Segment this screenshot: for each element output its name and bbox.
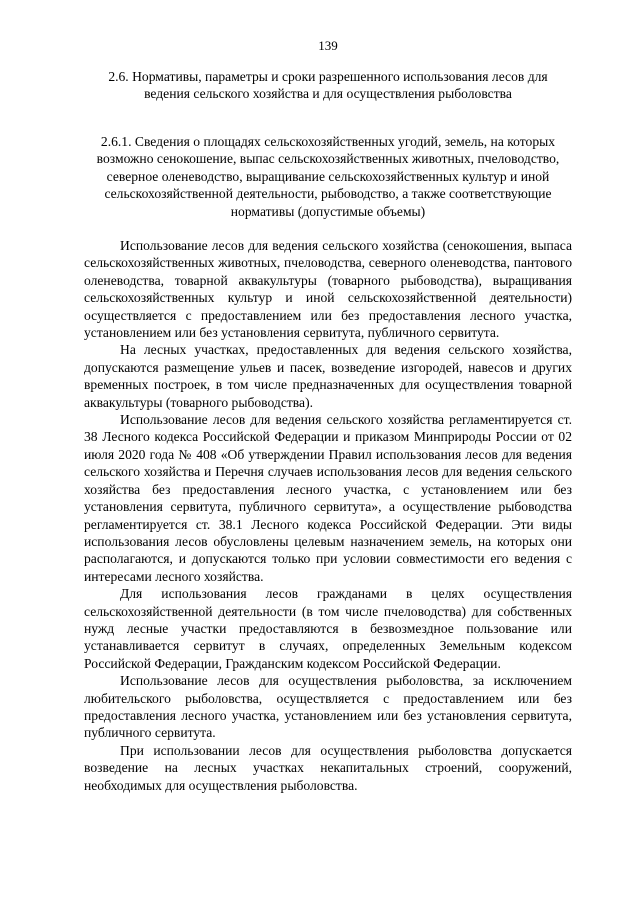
paragraph: Использование лесов для ведения сельского хозяйства регламентируется ст. 38 Лесного кодекса Российской Федерации и приказом Минприроды России от 02 июля 2020 года № 408 «Об утверждении Правил использования лесов для ведения сельского хозяйства и Перечня случаев использования лесов для ведения сельского хозяйства без предоставления лесного участка, с установлением или без установления сервитута, публичного сервитута», а осуществление рыбоводства регламентируется ст. 38.1 Лесного кодекса Российской Федерации. Эти виды использования лесов обусловлены целевым назначением земель, на которых они располагаются, и допускаются только при условии совместимости его ведения с интересами лесного хозяйства.: [84, 412, 572, 584]
paragraph: При использовании лесов для осуществления рыболовства допускается возведение на лесных участках некапитальных строений, сооружений, необходимых для осуществления рыболовства.: [84, 742, 572, 793]
paragraph: Использование лесов для осуществления рыболовства, за исключением любительского рыболовства, осуществляется с предоставлением или без предоставления лесного участка, установлением или без установления сервитута, публичного сервитута.: [84, 673, 572, 741]
paragraph: Использование лесов для ведения сельского хозяйства (сенокошения, выпаса сельскохозяйственных животных, пчеловодства, северного оленеводства, пантового оленеводства, товарной аквакультуры (товарного рыбоводства), выращивания сельскохозяйственных культур и иной сельскохозяйственной деятельности) осуществляется с предоставлением или без предоставления лесного участка, установлением или без установления сервитута, публичного сервитута.: [84, 238, 572, 341]
paragraph: Для использования лесов гражданами в целях осуществления сельскохозяйственной деятельности (в том числе пчеловодства) для собственных нужд лесные участки предоставляются в безвозмездное пользование или устанавливается сервитут в случаях, определенных Земельным кодексом Российской Федерации, Гражданским кодексом Российской Федерации.: [84, 586, 572, 671]
section-heading: 2.6. Нормативы, параметры и сроки разрешенного использования лесов для ведения сельского хозяйства и для осуществления рыболовства: [108, 69, 548, 102]
paragraph: На лесных участках, предоставленных для ведения сельского хозяйства, допускаются размещение ульев и пасек, возведение изгородей, навесов и других временных построек, в том числе предназначенных для осуществления товарной аквакультуры (товарного рыбоводства).: [84, 342, 572, 410]
body-text: [84, 237, 572, 794]
page-number: 139: [318, 38, 338, 53]
subsection-heading: 2.6.1. Сведения о площадях сельскохозяйственных угодий, земель, на которых возможно сенокошение, выпас сельскохозяйственных животных, пчеловодство, северное оленеводство, выращивание сельскохозяйственных культур и иной сельскохозяйственной деятельности, рыбоводство, а также соответствующие нормативы (допустимые объемы): [96, 134, 560, 219]
